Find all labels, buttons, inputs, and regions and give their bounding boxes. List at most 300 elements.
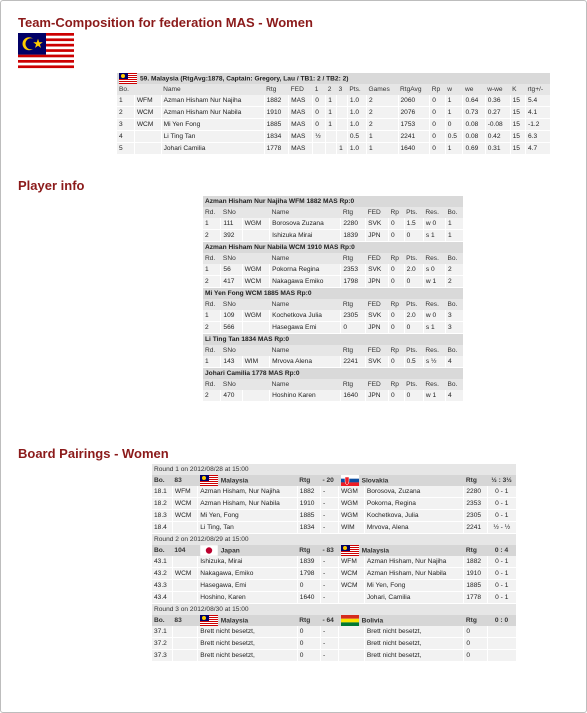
table-cell: 1 <box>326 119 337 131</box>
column-header: Bo. <box>152 545 172 556</box>
table-cell: 1798 <box>341 276 366 288</box>
column-header: Games <box>367 84 398 95</box>
table-cell: 5 <box>117 143 134 155</box>
player-title: Azman Hisham Nur Najiha WFM 1882 MAS Rp:0 <box>203 196 463 207</box>
table-cell: WCM <box>134 119 161 131</box>
table-cell: 3 <box>445 310 463 322</box>
table-cell: WCM <box>339 568 365 580</box>
table-cell: 0.08 <box>463 119 485 131</box>
column-header: FED <box>366 345 389 356</box>
table-cell: 1 <box>326 95 337 107</box>
table-cell: Li Ting Tan <box>161 131 264 143</box>
table-cell: 1910 <box>464 568 487 580</box>
table-cell: 15 <box>510 131 525 143</box>
table-cell: 0.73 <box>463 107 485 119</box>
table-cell: Johari, Camilia <box>364 592 464 604</box>
column-header: Pts. <box>404 345 423 356</box>
column-header: Rp <box>388 345 404 356</box>
column-header: FED <box>289 84 313 95</box>
table-cell: 2280 <box>341 218 366 230</box>
table-cell: WGM <box>242 264 269 276</box>
table-cell: MAS <box>289 95 313 107</box>
table-cell: 2280 <box>464 486 487 498</box>
page-title: Team-Composition for federation MAS - Women <box>18 15 313 30</box>
player-title-row <box>203 196 463 207</box>
table-cell: 15 <box>510 119 525 131</box>
column-header: Bo. <box>152 615 172 626</box>
table-row <box>152 498 516 510</box>
table-cell: 1885 <box>264 119 289 131</box>
table-cell: Azman Hisham, Nur Najiha <box>198 486 298 498</box>
column-header: FED <box>366 379 389 390</box>
table-cell: - <box>320 556 338 568</box>
table-cell: Azman Hisham, Nur Nabila <box>364 568 464 580</box>
round-title-row <box>152 464 516 475</box>
table-cell: SVK <box>366 356 389 368</box>
table-cell: WCM <box>134 107 161 119</box>
table-cell: Kochetkova Julia <box>270 310 341 322</box>
table-cell: 1 <box>203 264 221 276</box>
table-cell: SVK <box>366 310 389 322</box>
table-row <box>203 264 463 276</box>
table-cell: 0 - 1 <box>487 592 516 604</box>
table-cell: 15 <box>510 95 525 107</box>
column-header: w-we <box>485 84 510 95</box>
table-cell: 18.4 <box>152 522 172 534</box>
table-cell: 0 <box>464 626 487 638</box>
table-cell: 0 <box>388 390 404 402</box>
team-1-name: Malaysia <box>220 477 249 485</box>
player-title-row <box>203 334 463 346</box>
table-cell: Mi Yen Fong <box>161 119 264 131</box>
table-cell: - <box>320 626 338 638</box>
match-separator <box>320 615 338 626</box>
table-row <box>152 580 516 592</box>
column-header: Rd. <box>203 379 221 390</box>
japan-flag-icon <box>200 545 218 556</box>
column-header: Res. <box>423 253 445 264</box>
column-header <box>134 84 161 95</box>
table-row <box>152 556 516 568</box>
table-cell: WIM <box>339 522 365 534</box>
table-cell: 2305 <box>341 310 366 322</box>
table-cell: Brett nicht besetzt, <box>364 650 464 662</box>
table-cell: 0.64 <box>463 95 485 107</box>
table-row <box>203 356 463 368</box>
table-cell: Mi Yen, Fong <box>364 580 464 592</box>
table-row <box>203 276 463 288</box>
team-1-name: Malaysia <box>220 617 249 625</box>
table-cell: WGM <box>242 310 269 322</box>
table-cell: Azman Hisham, Nur Najiha <box>364 556 464 568</box>
table-cell: 0 <box>430 95 446 107</box>
player-info-title: Player info <box>18 178 85 193</box>
table-row <box>152 568 516 580</box>
table-cell: 0 <box>388 356 404 368</box>
table-cell: 0 <box>404 230 423 242</box>
table-cell <box>339 650 365 662</box>
column-header <box>242 253 269 264</box>
team-1 <box>198 615 298 626</box>
table-cell: 1882 <box>264 95 289 107</box>
table-cell: 1 <box>203 356 221 368</box>
table-row <box>152 638 516 650</box>
table-cell: 18.2 <box>152 498 172 510</box>
column-header <box>242 345 269 356</box>
column-header: Rp <box>388 207 404 218</box>
table-cell <box>326 131 337 143</box>
column-header: Rp <box>388 299 404 310</box>
table-cell: -0.08 <box>485 119 510 131</box>
table-cell: 0 <box>430 143 446 155</box>
table-cell: 2241 <box>464 522 487 534</box>
table-cell: 109 <box>221 310 242 322</box>
team-number: 83 <box>324 547 334 554</box>
table-cell: s 0 <box>423 264 445 276</box>
table-cell: 2241 <box>341 356 366 368</box>
table-row <box>203 218 463 230</box>
table-cell: 1 <box>203 310 221 322</box>
column-header: Rtg <box>297 475 320 486</box>
column-header: Rtg <box>341 207 366 218</box>
table-cell: 0 <box>404 276 423 288</box>
table-cell: 0 <box>388 230 404 242</box>
table-cell: 2241 <box>398 131 430 143</box>
table-cell <box>134 143 161 155</box>
team-number: 83 <box>172 615 197 626</box>
column-header: Bo. <box>445 207 463 218</box>
table-cell: 1640 <box>297 592 320 604</box>
table-cell: 1910 <box>297 498 320 510</box>
table-cell: 2 <box>445 264 463 276</box>
table-row <box>117 131 550 143</box>
column-header: Rtg <box>341 379 366 390</box>
table-cell <box>337 119 348 131</box>
table-cell: - <box>320 580 338 592</box>
team-2-name: Bolivia <box>361 617 384 625</box>
table-cell: 0.08 <box>463 131 485 143</box>
table-cell: Azman Hisham, Nur Nabila <box>198 498 298 510</box>
table-cell: 4 <box>445 390 463 402</box>
table-cell: Mrvova Alena <box>270 356 341 368</box>
table-cell: - <box>320 592 338 604</box>
dash: - <box>322 547 325 554</box>
table-cell: 1640 <box>398 143 430 155</box>
table-cell: 1.0 <box>347 95 366 107</box>
table-cell: Ishizuka, Mirai <box>198 556 298 568</box>
column-header: K <box>510 84 525 95</box>
table-cell: 0 <box>388 310 404 322</box>
team-2 <box>339 545 464 556</box>
table-row <box>117 143 550 155</box>
table-cell: 1885 <box>297 510 320 522</box>
team-2 <box>339 475 464 486</box>
column-header: Rtg <box>464 615 487 626</box>
match-score: 0 : 0 <box>487 615 516 626</box>
column-header: w <box>445 84 463 95</box>
table-cell: 1778 <box>464 592 487 604</box>
table-cell: WCM <box>172 498 197 510</box>
table-cell: 4 <box>445 356 463 368</box>
column-header: Pts. <box>404 379 423 390</box>
table-cell: 3 <box>117 119 134 131</box>
table-cell: 1 <box>445 107 463 119</box>
table-cell: 1885 <box>464 580 487 592</box>
column-header: Rtg <box>341 345 366 356</box>
table-cell <box>172 626 197 638</box>
column-header: Rtg <box>297 545 320 556</box>
team-number: 83 <box>172 475 197 486</box>
player-title: Li Ting Tan 1834 MAS Rp:0 <box>203 334 463 346</box>
table-cell: WFM <box>339 556 365 568</box>
table-cell: 0 <box>464 638 487 650</box>
column-header: Res. <box>423 299 445 310</box>
column-header: FED <box>366 299 389 310</box>
table-cell: 2353 <box>341 264 366 276</box>
table-row <box>152 626 516 638</box>
column-header: Name <box>161 84 264 95</box>
table-cell: MAS <box>289 119 313 131</box>
team-number: 104 <box>172 545 197 556</box>
column-header: Rtg <box>341 299 366 310</box>
round-title-row <box>152 534 516 546</box>
column-header: Rtg <box>264 84 289 95</box>
table-cell: WFM <box>172 486 197 498</box>
table-cell: MAS <box>289 107 313 119</box>
table-cell: 2 <box>203 390 221 402</box>
column-header: SNo <box>221 207 242 218</box>
table-cell: 1882 <box>297 486 320 498</box>
match-score: ½ : 3½ <box>487 475 516 486</box>
column-header: Bo. <box>445 379 463 390</box>
table-cell: - <box>320 498 338 510</box>
table-cell: 56 <box>221 264 242 276</box>
round-title: Round 2 on 2012/08/29 at 15:00 <box>152 534 516 546</box>
column-header <box>242 299 269 310</box>
table-cell: WGM <box>242 218 269 230</box>
table-cell: - <box>320 522 338 534</box>
column-header-row <box>203 345 463 356</box>
column-header: Res. <box>423 379 445 390</box>
table-cell: 470 <box>221 390 242 402</box>
table-cell: Brett nicht besetzt, <box>198 638 298 650</box>
column-header: Pts. <box>404 299 423 310</box>
column-header: 3 <box>337 84 348 95</box>
table-cell: Azman Hisham Nur Najiha <box>161 95 264 107</box>
team-2 <box>339 615 464 626</box>
table-cell: 1753 <box>398 119 430 131</box>
table-cell: 1834 <box>297 522 320 534</box>
column-header: Name <box>270 253 341 264</box>
column-header: Res. <box>423 207 445 218</box>
table-cell: Azman Hisham Nur Nabila <box>161 107 264 119</box>
table-cell: WCM <box>242 276 269 288</box>
table-cell: - <box>320 650 338 662</box>
table-cell: 18.3 <box>152 510 172 522</box>
match-header-row <box>152 545 516 556</box>
table-cell: WCM <box>172 510 197 522</box>
table-cell: Borosova, Zuzana <box>364 486 464 498</box>
table-cell: 0.42 <box>485 131 510 143</box>
table-cell: Brett nicht besetzt, <box>198 626 298 638</box>
table-cell: Brett nicht besetzt, <box>364 638 464 650</box>
table-cell: 0 - 1 <box>487 580 516 592</box>
table-cell <box>172 638 197 650</box>
round-title-row <box>152 604 516 616</box>
table-cell: 0.36 <box>485 95 510 107</box>
column-header: Rp <box>430 84 446 95</box>
table-cell: Kochetkova, Julia <box>364 510 464 522</box>
player-title: Johari Camilia 1778 MAS Rp:0 <box>203 368 463 380</box>
table-cell <box>339 592 365 604</box>
malaysia-flag-icon <box>18 33 74 71</box>
table-cell <box>487 626 516 638</box>
table-cell: 566 <box>221 322 242 334</box>
malaysia-flag-icon <box>119 73 137 84</box>
table-cell: Mrvova, Alena <box>364 522 464 534</box>
table-cell: WGM <box>339 498 365 510</box>
table-cell <box>326 143 337 155</box>
column-header: Rd. <box>203 299 221 310</box>
table-cell: 1640 <box>341 390 366 402</box>
table-cell: 1.0 <box>347 143 366 155</box>
match-separator <box>320 475 338 486</box>
table-cell: 0 <box>313 107 326 119</box>
column-header: Rp <box>388 253 404 264</box>
column-header: Name <box>270 299 341 310</box>
team-1 <box>198 545 298 556</box>
table-cell: 2353 <box>464 498 487 510</box>
table-cell <box>339 626 365 638</box>
column-header: Rtg <box>464 545 487 556</box>
table-cell: 1 <box>445 95 463 107</box>
table-cell: WIM <box>242 356 269 368</box>
column-header: FED <box>366 207 389 218</box>
team-2-name: Slovakia <box>361 477 389 485</box>
table-cell: 2060 <box>398 95 430 107</box>
table-cell: 0.31 <box>485 143 510 155</box>
table-cell: 37.1 <box>152 626 172 638</box>
column-header <box>242 207 269 218</box>
malaysia-flag-icon <box>200 475 218 486</box>
board-pairings-table <box>152 464 516 662</box>
table-cell: 43.2 <box>152 568 172 580</box>
table-row <box>152 510 516 522</box>
column-header: SNo <box>221 299 242 310</box>
table-cell: 0 <box>388 322 404 334</box>
column-header: Bo. <box>445 299 463 310</box>
table-cell: WGM <box>339 486 365 498</box>
table-cell: ½ <box>313 131 326 143</box>
column-header: Name <box>270 379 341 390</box>
table-cell: Brett nicht besetzt, <box>364 626 464 638</box>
table-cell: Nakagawa, Emiko <box>198 568 298 580</box>
table-cell: WGM <box>339 510 365 522</box>
column-header: Rtg <box>341 253 366 264</box>
table-cell: ½ - ½ <box>487 522 516 534</box>
table-cell: w 1 <box>423 390 445 402</box>
column-header <box>242 379 269 390</box>
table-cell: 0 <box>297 626 320 638</box>
table-cell: Brett nicht besetzt, <box>198 650 298 662</box>
table-cell: 0 <box>388 218 404 230</box>
table-cell <box>172 556 197 568</box>
column-header: Rd. <box>203 253 221 264</box>
table-cell: Borosova Zuzana <box>270 218 341 230</box>
table-cell: 6.3 <box>526 131 550 143</box>
table-cell: 4 <box>117 131 134 143</box>
column-header: Bo. <box>445 253 463 264</box>
table-cell: - <box>320 486 338 498</box>
table-cell: JPN <box>366 276 389 288</box>
team-1 <box>198 475 298 486</box>
table-cell: 4.1 <box>526 107 550 119</box>
team-header-text: 59. Malaysia (RtgAvg:1878, Captain: Gregory, Lau / TB1: 2 / TB2: 2) <box>140 75 349 83</box>
table-cell: 2076 <box>398 107 430 119</box>
match-score: 0 : 4 <box>487 545 516 556</box>
column-header: FED <box>366 253 389 264</box>
table-cell: SVK <box>366 264 389 276</box>
column-header: Bo. <box>445 345 463 356</box>
table-cell: w 0 <box>423 218 445 230</box>
table-cell: 392 <box>221 230 242 242</box>
column-header: Name <box>270 207 341 218</box>
table-cell <box>339 638 365 650</box>
table-cell: 0 <box>341 322 366 334</box>
column-header: Rp <box>388 379 404 390</box>
slovakia-flag-icon <box>341 475 359 486</box>
table-cell: 0 <box>297 638 320 650</box>
table-cell: MAS <box>289 131 313 143</box>
table-cell: 43.1 <box>152 556 172 568</box>
table-cell: 0 <box>297 650 320 662</box>
table-cell: Hoshino, Karen <box>198 592 298 604</box>
table-cell <box>337 95 348 107</box>
table-cell: 0.5 <box>404 356 423 368</box>
team-1-name: Japan <box>220 547 240 555</box>
table-cell <box>242 322 269 334</box>
player-title-row <box>203 288 463 300</box>
table-cell: 0 <box>313 119 326 131</box>
table-cell: - <box>320 568 338 580</box>
table-cell: 2 <box>445 276 463 288</box>
board-pairings-title: Board Pairings - Women <box>18 446 169 461</box>
table-cell: 2.0 <box>404 310 423 322</box>
round-title: Round 3 on 2012/08/30 at 15:00 <box>152 604 516 616</box>
table-cell: JPN <box>366 322 389 334</box>
round-title: Round 1 on 2012/08/28 at 15:00 <box>152 464 516 475</box>
table-cell: 2 <box>367 95 398 107</box>
table-cell: 111 <box>221 218 242 230</box>
table-cell: - <box>320 510 338 522</box>
table-cell: 18.1 <box>152 486 172 498</box>
column-header: we <box>463 84 485 95</box>
table-cell: 0.69 <box>463 143 485 155</box>
table-cell: WCM <box>339 580 365 592</box>
player-title-row <box>203 368 463 380</box>
column-header: SNo <box>221 253 242 264</box>
table-cell: 0.5 <box>347 131 366 143</box>
table-cell <box>337 107 348 119</box>
table-cell: WCM <box>172 568 197 580</box>
table-cell: 37.2 <box>152 638 172 650</box>
table-cell: 1 <box>367 131 398 143</box>
table-cell: 2 <box>203 230 221 242</box>
dash: - <box>322 617 325 624</box>
table-cell: 1834 <box>264 131 289 143</box>
table-cell: 1 <box>203 218 221 230</box>
table-cell: 0 <box>445 119 463 131</box>
